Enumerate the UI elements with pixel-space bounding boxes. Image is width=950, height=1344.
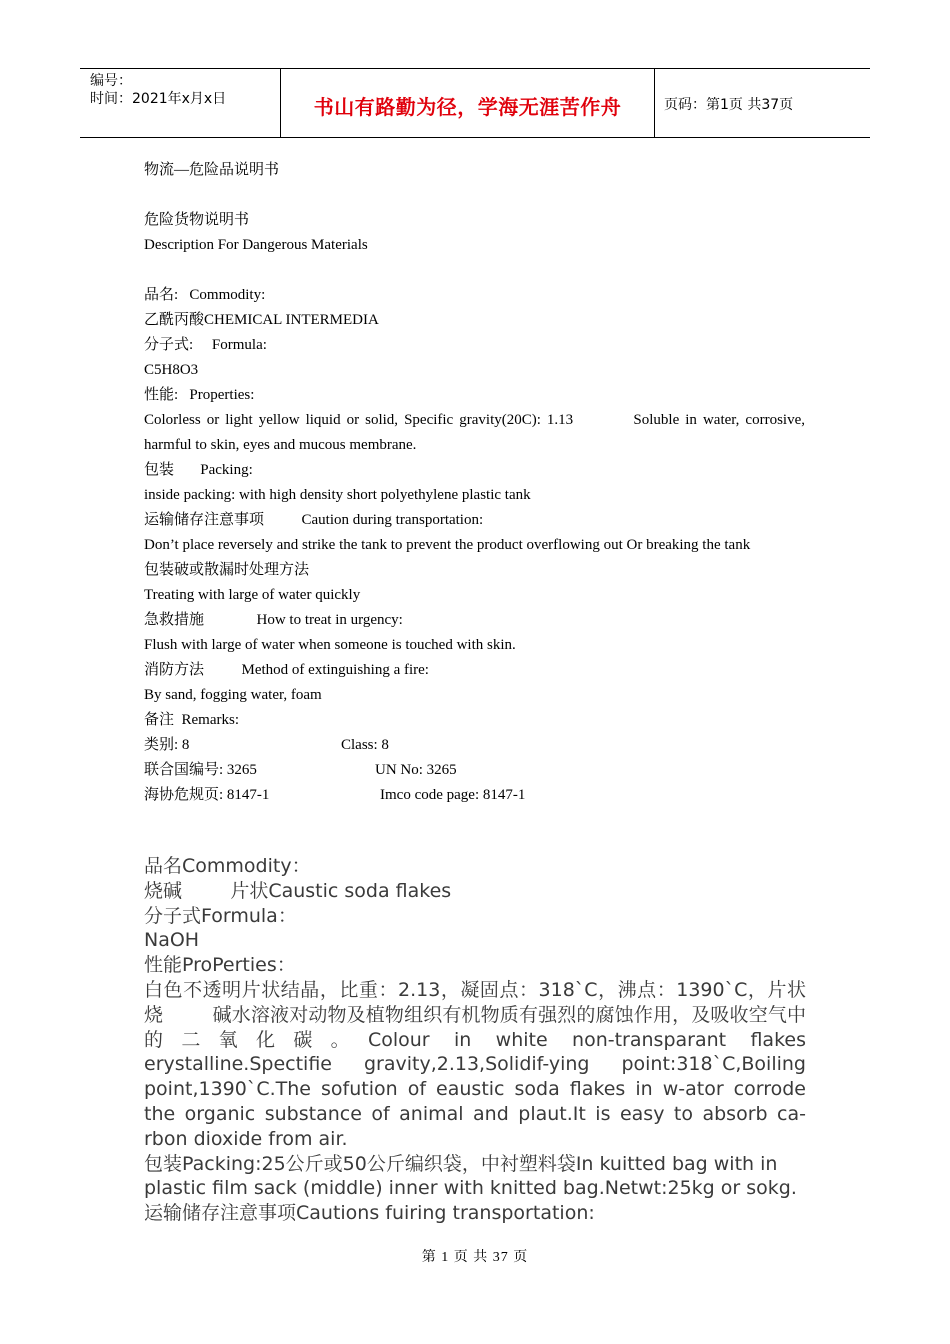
caution-label: 运输储存注意事项 Caution during transportation: (144, 512, 484, 528)
header-motto: 书山有路勤为径，学海无涯苦作舟 (313, 95, 622, 119)
class-en: Class: 8 (341, 737, 389, 753)
imco-cn: 海协危规页: 8147-1 (144, 787, 270, 803)
properties-label: 性能: Properties: (144, 387, 255, 403)
fire-fighting-label: 消防方法 Method of extinguishing a fire: (144, 662, 429, 678)
formula-value: C5H8O3 (144, 362, 199, 378)
class-row (144, 733, 805, 758)
un-number-row (144, 758, 805, 783)
page-footer: 第 1 页 共 37 页 (421, 1250, 529, 1265)
fire-fighting-value: By sand, fogging water, foam (144, 687, 322, 703)
document-time-label: 时间：2021年x月x日 (90, 91, 227, 107)
leak-handling-label: 包装破或散漏时处理方法 (144, 562, 310, 578)
un-number-cn: 联合国编号: 3265 (144, 762, 257, 778)
imco-row (144, 783, 805, 808)
commodity-value: 乙酰丙酸CHEMICAL INTERMEDIA (144, 312, 379, 328)
header-meta (80, 69, 280, 137)
caution-value: Don’t place reversely and strike the tank to prevent the product overflowing out Or breaking the tank (144, 537, 751, 553)
caustic-soda-section (144, 854, 813, 1226)
properties2-text: 白色不透明片状结晶，比重：2.13，凝固点：318`C，沸点：1390`C，片状烧 碱水溶液对动物及植物组织有机物质有强烈的腐蚀作用，及吸收空气中的二氧化碳。Colour in white non-transparant flakes erystalline.Spectifie gravity,2.13,Solidif-ying point:318`C,Boiling point,1390`C.The sofution of eaustic soda flakes in w-ator corrode the organic substance of animal and plaut.It is easy to absorb ca-rbon dioxide from air. (144, 978, 813, 1150)
first-aid-value: Flush with large of water when someone is touched with skin. (144, 637, 516, 653)
packing-value: inside packing: with high density short polyethylene plastic tank (144, 487, 531, 503)
formula-label: 分子式: Formula: (144, 337, 267, 353)
properties-value: Colorless or light yellow liquid or solid, Specific gravity(20C): 1.13 Soluble in water, corrosive, harmful to skin, eyes and mucous membrane. (144, 412, 809, 453)
leak-handling-value: Treating with large of water quickly (144, 587, 361, 603)
document-body (144, 158, 809, 808)
document-title: 物流—危险品说明书 (144, 162, 280, 178)
commodity2-label: 品名Commodity： (144, 855, 311, 877)
first-aid-label: 急救措施 How to treat in urgency: (144, 612, 403, 628)
imco-en: Imco code page: 8147-1 (380, 787, 526, 803)
document-subtitle-cn: 危险货物说明书 (144, 212, 250, 228)
packing-label: 包装 Packing: (144, 462, 253, 478)
un-number-en: UN No: 3265 (375, 762, 457, 778)
properties2-label: 性能ProPerties： (144, 954, 296, 977)
document-number-label: 编号： (90, 73, 132, 89)
formula2-value: NaOH (144, 929, 200, 952)
header-page-cell (654, 69, 870, 137)
document-subtitle-en: Description For Dangerous Materials (144, 237, 368, 253)
page-header (80, 68, 870, 138)
header-motto-cell (280, 69, 655, 137)
caution2-label: 运输储存注意事项Cautions fuiring transportation: (144, 1202, 595, 1225)
header-page-number: 页码：第1页 共37页 (664, 97, 794, 113)
class-cn: 类别: 8 (144, 737, 190, 753)
formula2-label: 分子式Formula： (144, 904, 297, 927)
remarks-label: 备注 Remarks: (144, 712, 239, 728)
packing2-text: 包装Packing:25公斤或50公斤编织袋，中衬塑料袋In kuitted bag with in plastic film sack (middle) inner with knitted bag.Netwt:25kg or sokg. (144, 1152, 797, 1200)
commodity2-value: 烧碱 片状Caustic soda flakes (144, 879, 452, 902)
commodity-label: 品名: Commodity: (144, 287, 266, 303)
